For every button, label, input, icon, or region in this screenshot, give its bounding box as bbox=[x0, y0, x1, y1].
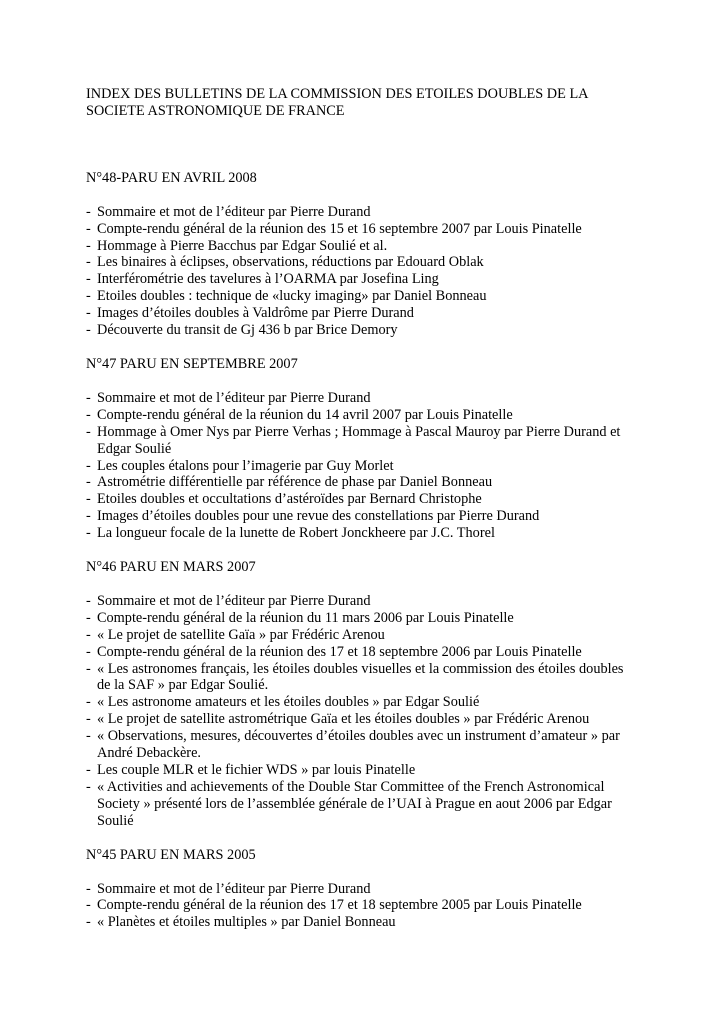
article-text: - Les couples étalons pour l’imagerie par Guy Morlet bbox=[97, 457, 394, 474]
article-item bbox=[86, 491, 646, 508]
article-text: - Sommaire et mot de l’éditeur par Pierre Durand bbox=[97, 389, 371, 406]
title-line: INDEX DES BULLETINS DE LA COMMISSION DES ETOILES DOUBLES DE LA bbox=[86, 86, 589, 102]
article-item bbox=[86, 474, 646, 491]
article-text: - Compte-rendu général de la réunion des 15 et 16 septembre 2007 par Louis Pinatelle bbox=[97, 220, 582, 237]
article-text: Edgar Soulié bbox=[97, 440, 172, 457]
article-text: - Les couple MLR et le fichier WDS » par louis Pinatelle bbox=[97, 762, 416, 778]
article-text: - Etoiles doubles et occultations d’astéroïdes par Bernard Christophe bbox=[97, 491, 482, 508]
article-text: - « Activities and achievements of the Double Star Committee of the French Astronomical bbox=[97, 778, 605, 795]
article-list bbox=[86, 204, 646, 339]
article-item bbox=[86, 694, 646, 711]
article-item bbox=[86, 508, 646, 525]
article-item bbox=[86, 390, 646, 407]
article-text: - Hommage à Pierre Bacchus par Edgar Soulié et al. bbox=[97, 237, 388, 254]
article-text: - Astrométrie différentielle par référence de phase par Daniel Bonneau bbox=[97, 474, 493, 491]
article-text: - Interférométrie des tavelures à l’OARMA par Josefina Ling bbox=[97, 271, 439, 288]
article-item bbox=[86, 897, 646, 914]
bulletin-section bbox=[86, 170, 646, 339]
article-item bbox=[86, 271, 646, 288]
article-item bbox=[86, 305, 646, 322]
article-item bbox=[86, 204, 646, 221]
article-item bbox=[86, 458, 646, 475]
article-item bbox=[86, 779, 646, 830]
section-heading: N°48-PARU EN AVRIL 2008 bbox=[86, 169, 257, 186]
bulletin-section bbox=[86, 559, 646, 830]
bulletin-sections bbox=[86, 170, 646, 931]
article-item bbox=[86, 254, 646, 271]
article-text: - Compte-rendu général de la réunion du 11 mars 2006 par Louis Pinatelle bbox=[97, 609, 514, 626]
article-text: - Sommaire et mot de l’éditeur par Pierre Durand bbox=[97, 203, 371, 220]
article-item bbox=[86, 881, 646, 898]
article-text: - Sommaire et mot de l’éditeur par Pierre Durand bbox=[97, 880, 371, 897]
article-text: André Debackère. bbox=[97, 745, 201, 762]
article-text: - « Les astronome amateurs et les étoiles doubles » par Edgar Soulié bbox=[97, 694, 480, 711]
article-text: Society » présenté lors de l’assemblée générale de l’UAI à Prague en aout 2006 par Edgar bbox=[97, 795, 612, 812]
article-item bbox=[86, 221, 646, 238]
article-item bbox=[86, 610, 646, 627]
article-list bbox=[86, 881, 646, 932]
article-item bbox=[86, 525, 646, 542]
article-item bbox=[86, 407, 646, 424]
article-text: - Compte-rendu général de la réunion des 17 et 18 septembre 2005 par Louis Pinatelle bbox=[97, 897, 582, 914]
article-text: - Les binaires à éclipses, observations, réductions par Edouard Oblak bbox=[97, 254, 484, 271]
document-title bbox=[86, 86, 646, 120]
article-text: - Compte-rendu général de la réunion des 17 et 18 septembre 2006 par Louis Pinatelle bbox=[97, 643, 582, 660]
article-item bbox=[86, 711, 646, 728]
title-line: SOCIETE ASTRONOMIQUE DE FRANCE bbox=[86, 102, 345, 119]
article-item bbox=[86, 762, 646, 779]
article-text: - « Le projet de satellite astrométrique Gaïa et les étoiles doubles » par Frédéric Arenou bbox=[97, 711, 590, 728]
article-text: - Etoiles doubles : technique de «lucky imaging» par Daniel Bonneau bbox=[97, 288, 487, 305]
article-text: - Hommage à Omer Nys par Pierre Verhas ; Hommage à Pascal Mauroy par Pierre Durand et bbox=[97, 423, 621, 440]
article-text: - Découverte du transit de Gj 436 b par Brice Demory bbox=[97, 322, 398, 339]
bulletin-section bbox=[86, 356, 646, 542]
article-item bbox=[86, 728, 646, 762]
section-heading: N°45 PARU EN MARS 2005 bbox=[86, 846, 256, 863]
article-text: - La longueur focale de la lunette de Robert Jonckheere par J.C. Thorel bbox=[97, 525, 495, 542]
article-item bbox=[86, 593, 646, 610]
article-item bbox=[86, 644, 646, 661]
section-heading: N°46 PARU EN MARS 2007 bbox=[86, 559, 256, 576]
article-item bbox=[86, 238, 646, 255]
article-text: - Sommaire et mot de l’éditeur par Pierre Durand bbox=[97, 592, 371, 609]
article-text: - Images d’étoiles doubles pour une revue des constellations par Pierre Durand bbox=[97, 508, 540, 525]
article-text: - « Observations, mesures, découvertes d’étoiles doubles avec un instrument d’amateur » par bbox=[97, 728, 620, 745]
document-page bbox=[86, 86, 646, 931]
article-text: de la SAF » par Edgar Soulié. bbox=[97, 677, 269, 694]
article-item bbox=[86, 288, 646, 305]
article-text: - « Le projet de satellite Gaïa » par Frédéric Arenou bbox=[97, 626, 385, 643]
article-item bbox=[86, 424, 646, 458]
article-list bbox=[86, 390, 646, 542]
bulletin-section bbox=[86, 847, 646, 932]
article-item bbox=[86, 627, 646, 644]
article-list bbox=[86, 593, 646, 830]
article-text: - Compte-rendu général de la réunion du 14 avril 2007 par Louis Pinatelle bbox=[97, 406, 513, 423]
article-item bbox=[86, 661, 646, 695]
article-item bbox=[86, 322, 646, 339]
article-text: - « Les astronomes français, les étoiles doubles visuelles et la commission des étoiles doubles bbox=[97, 660, 624, 677]
article-text: Soulié bbox=[97, 812, 134, 829]
article-text: - Images d’étoiles doubles à Valdrôme par Pierre Durand bbox=[97, 305, 414, 322]
article-text: - « Planètes et étoiles multiples » par Daniel Bonneau bbox=[97, 914, 396, 931]
section-heading: N°47 PARU EN SEPTEMBRE 2007 bbox=[86, 355, 298, 372]
article-item bbox=[86, 914, 646, 931]
